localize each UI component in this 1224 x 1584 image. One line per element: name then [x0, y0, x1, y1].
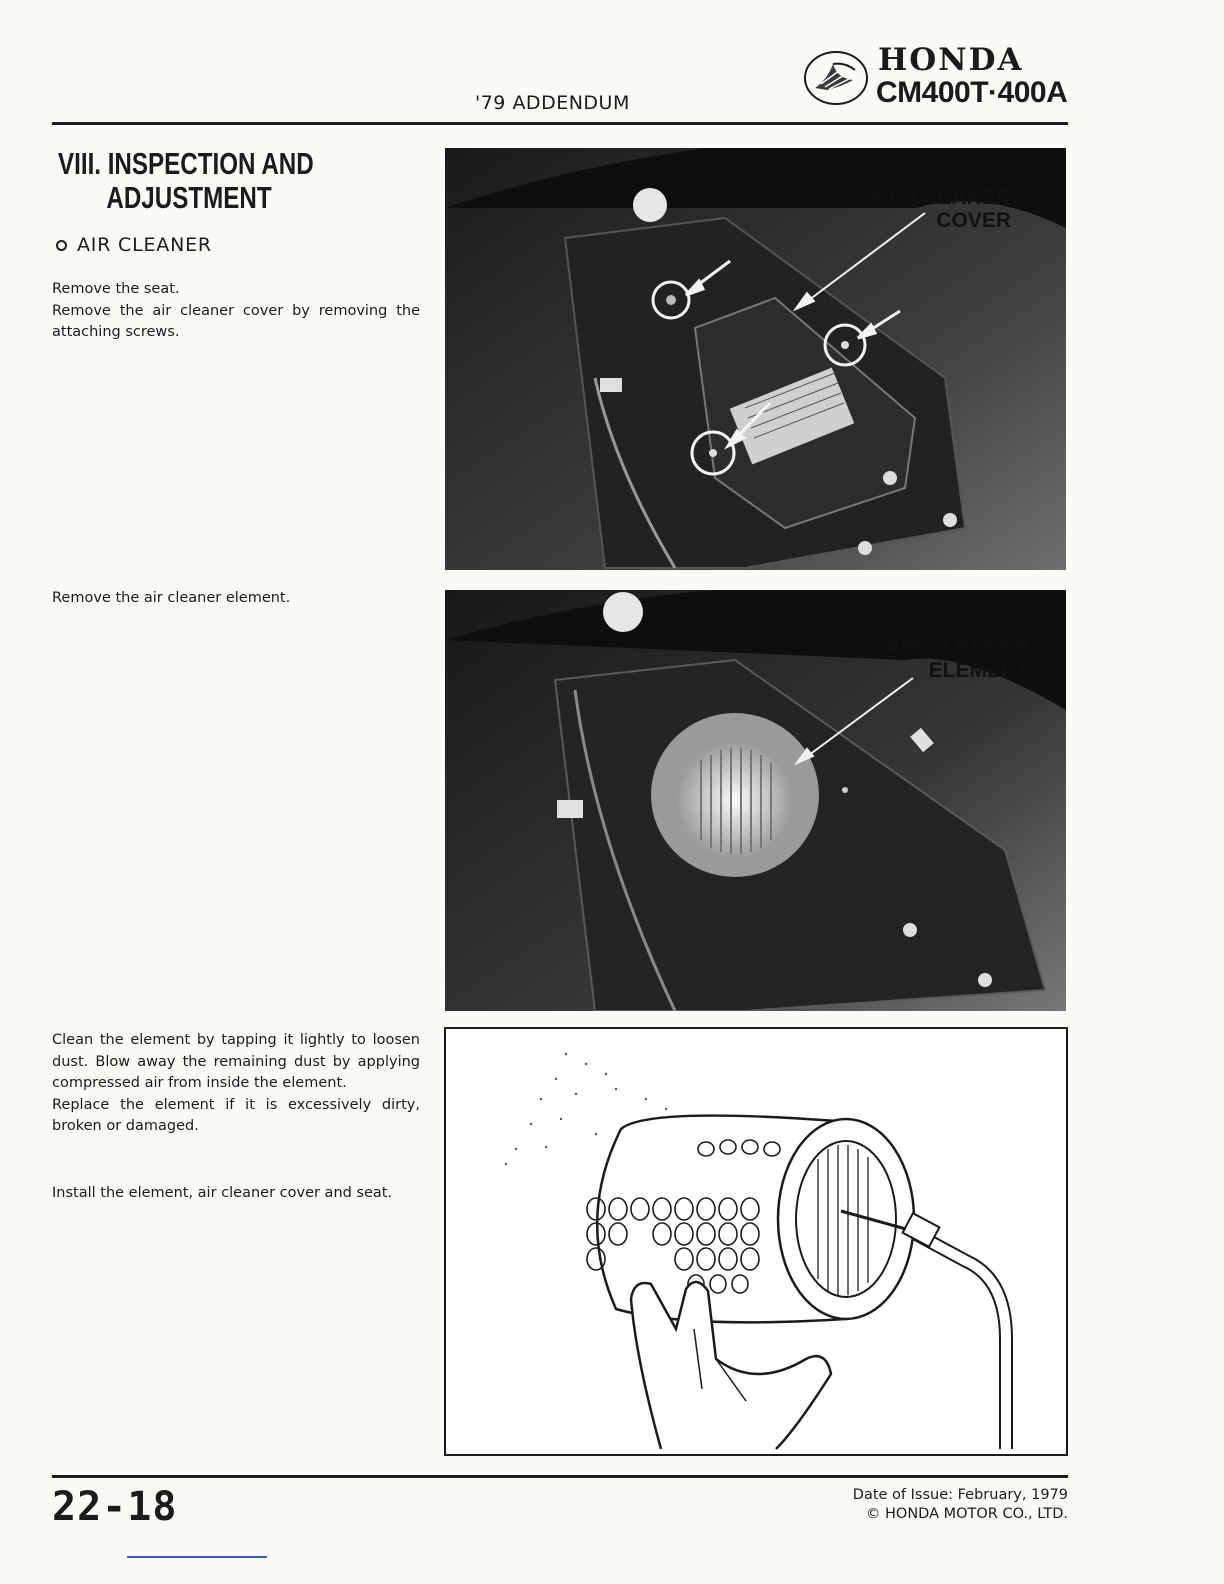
callout-air-cleaner-cover — [841, 186, 1011, 232]
photo-air-cleaner-cover — [445, 148, 1066, 570]
footer-rule — [52, 1475, 1068, 1478]
step1-line2: Remove the air cleaner cover by removing the attaching screws. — [52, 302, 420, 340]
section-title — [58, 147, 314, 215]
honda-wing-logo — [803, 50, 869, 106]
copyright: © HONDA MOTOR CO., LTD. — [865, 1506, 1068, 1522]
step1-paragraph — [52, 279, 420, 344]
callout2-line1: AIR CLEANER — [885, 636, 1029, 659]
subheading — [56, 234, 212, 256]
bullet-icon — [56, 240, 67, 251]
section-title-line1: VIII. INSPECTION AND — [58, 146, 314, 181]
step1-line1: Remove the seat. — [52, 281, 180, 297]
header-rule — [52, 122, 1068, 125]
brand-name: HONDA — [878, 42, 1024, 78]
step2-text: Remove the air cleaner element. — [52, 590, 291, 606]
subheading-text: AIR CLEANER — [77, 234, 212, 256]
model-name: CM400T·400A — [876, 76, 1068, 109]
callout1-line1: AIR CLEANER — [867, 186, 1011, 209]
step3-line2: Replace the element if it is excessively dirty, broken or damaged. — [52, 1096, 420, 1134]
callout-air-cleaner-element — [859, 636, 1029, 682]
issue-info — [780, 1486, 1068, 1524]
step4-text: Install the element, air cleaner cover and seat. — [52, 1185, 393, 1201]
callout2-line2: ELEMENT — [928, 659, 1029, 682]
step4-paragraph — [52, 1183, 420, 1205]
page-number: 22-18 — [52, 1484, 178, 1530]
blue-underline-mark — [127, 1556, 267, 1558]
step2-paragraph — [52, 588, 420, 610]
issue-date: Date of Issue: February, 1979 — [852, 1487, 1068, 1503]
addendum-label: '79 ADDENDUM — [475, 92, 630, 114]
callout1-line2: COVER — [936, 209, 1011, 232]
cleaning-drawing — [446, 1029, 1066, 1454]
illustration-cleaning-element — [444, 1027, 1068, 1456]
step3-line1: Clean the element by tapping it lightly to loosen dust. Blow away the remaining dust by applying compressed air from inside the element. — [52, 1032, 420, 1091]
photo-air-cleaner-element — [445, 590, 1066, 1011]
section-title-line2: ADJUSTMENT — [106, 180, 272, 215]
step3-paragraph — [52, 1030, 420, 1138]
